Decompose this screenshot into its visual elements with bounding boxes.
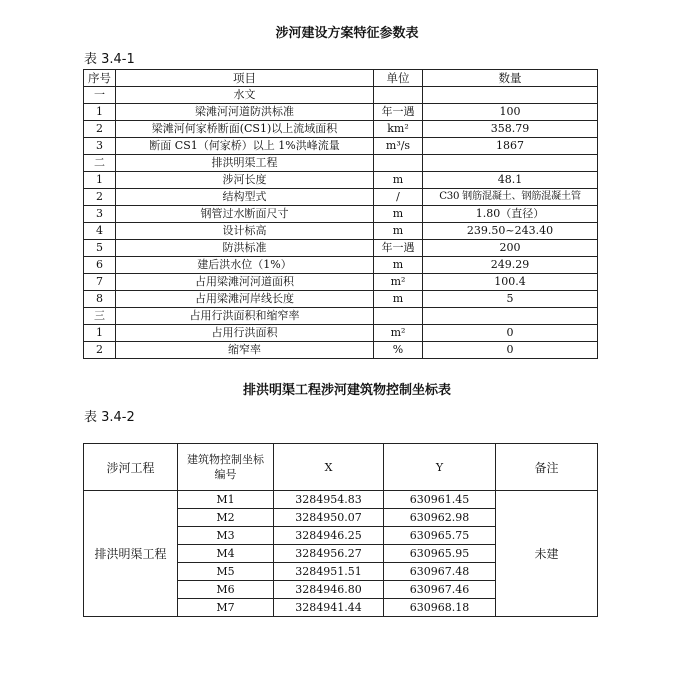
cell-quantity [423, 155, 598, 172]
cell-quantity: 0 [423, 325, 598, 342]
header-index: 序号 [84, 70, 116, 87]
table-row [84, 491, 598, 509]
cell-x: 3284954.83 [274, 491, 384, 509]
table-row [84, 274, 598, 291]
cell-quantity: 0 [423, 342, 598, 359]
cell-unit: m [374, 172, 423, 189]
table-row [84, 104, 598, 121]
cell-item: 涉河长度 [116, 172, 374, 189]
cell-index: 1 [84, 172, 116, 189]
cell-index: 二 [84, 155, 116, 172]
cell-x: 3284956.27 [274, 545, 384, 563]
cell-quantity: 239.50~243.40 [423, 223, 598, 240]
cell-index: 7 [84, 274, 116, 291]
cell-index: 5 [84, 240, 116, 257]
table-row [84, 240, 598, 257]
cell-quantity: 48.1 [423, 172, 598, 189]
table-row [84, 223, 598, 240]
header-unit: 单位 [374, 70, 423, 87]
cell-quantity: 358.79 [423, 121, 598, 138]
cell-point-id: M7 [178, 599, 274, 617]
cell-x: 3284946.80 [274, 581, 384, 599]
cell-x: 3284946.25 [274, 527, 384, 545]
cell-item: 占用行洪面积 [116, 325, 374, 342]
parameter-table [83, 69, 598, 359]
table-row [84, 308, 598, 325]
cell-index: 三 [84, 308, 116, 325]
cell-unit: 年一遇 [374, 104, 423, 121]
cell-item: 梁滩河河道防洪标准 [116, 104, 374, 121]
header-point-id: 建筑物控制坐标编号 [178, 444, 274, 491]
cell-index: 2 [84, 121, 116, 138]
cell-unit: m³/s [374, 138, 423, 155]
header-y: Y [384, 444, 496, 491]
header-project: 涉河工程 [84, 444, 178, 491]
cell-point-id: M5 [178, 563, 274, 581]
coordinate-table [83, 443, 598, 617]
header-remark: 备注 [496, 444, 598, 491]
cell-item: 排洪明渠工程 [116, 155, 374, 172]
cell-unit: m [374, 257, 423, 274]
table1-label: 表 3.4-1 [84, 52, 135, 67]
cell-quantity [423, 308, 598, 325]
table-row [84, 342, 598, 359]
cell-point-id: M3 [178, 527, 274, 545]
cell-index: 2 [84, 342, 116, 359]
cell-unit: / [374, 189, 423, 206]
table2-title: 排洪明渠工程涉河建筑物控制坐标表 [242, 383, 451, 398]
header-x: X [274, 444, 384, 491]
cell-point-id: M1 [178, 491, 274, 509]
cell-x: 3284950.07 [274, 509, 384, 527]
cell-x: 3284941.44 [274, 599, 384, 617]
cell-item: 结构型式 [116, 189, 374, 206]
cell-quantity: 200 [423, 240, 598, 257]
cell-item: 防洪标准 [116, 240, 374, 257]
cell-quantity: 100 [423, 104, 598, 121]
cell-project: 排洪明渠工程 [84, 491, 178, 617]
cell-unit [374, 155, 423, 172]
cell-unit: m [374, 206, 423, 223]
cell-index: 1 [84, 104, 116, 121]
cell-quantity: 5 [423, 291, 598, 308]
table-row [84, 121, 598, 138]
cell-quantity: C30 钢筋混凝土、钢筋混凝土管 [423, 189, 598, 206]
table-header-row [84, 70, 598, 87]
header-quantity: 数量 [423, 70, 598, 87]
table-row [84, 87, 598, 104]
cell-index: 1 [84, 325, 116, 342]
table-row [84, 291, 598, 308]
cell-point-id: M2 [178, 509, 274, 527]
cell-unit: m [374, 291, 423, 308]
cell-quantity: 1.80（直径） [423, 206, 598, 223]
cell-index: 8 [84, 291, 116, 308]
cell-quantity [423, 87, 598, 104]
table-row [84, 189, 598, 206]
table2-label: 表 3.4-2 [84, 410, 135, 425]
cell-unit: % [374, 342, 423, 359]
cell-item: 缩窄率 [116, 342, 374, 359]
cell-unit: m² [374, 325, 423, 342]
cell-y: 630965.95 [384, 545, 496, 563]
coordinate-table-body [84, 444, 598, 617]
cell-unit: 年一遇 [374, 240, 423, 257]
table-row [84, 138, 598, 155]
cell-quantity: 100.4 [423, 274, 598, 291]
cell-y: 630967.46 [384, 581, 496, 599]
cell-unit [374, 87, 423, 104]
cell-item: 断面 CS1（何家桥）以上 1%洪峰流量 [116, 138, 374, 155]
cell-unit: m² [374, 274, 423, 291]
table-row [84, 155, 598, 172]
cell-unit [374, 308, 423, 325]
table-row [84, 325, 598, 342]
cell-item: 钢管过水断面尺寸 [116, 206, 374, 223]
cell-unit: m [374, 223, 423, 240]
cell-index: 3 [84, 206, 116, 223]
cell-unit: km² [374, 121, 423, 138]
cell-y: 630965.75 [384, 527, 496, 545]
cell-item: 占用行洪面积和缩窄率 [116, 308, 374, 325]
table-header-row [84, 444, 598, 491]
table-row [84, 172, 598, 189]
cell-index: 2 [84, 189, 116, 206]
cell-quantity: 1867 [423, 138, 598, 155]
cell-item: 占用梁滩河岸线长度 [116, 291, 374, 308]
cell-y: 630968.18 [384, 599, 496, 617]
cell-y: 630967.48 [384, 563, 496, 581]
cell-x: 3284951.51 [274, 563, 384, 581]
cell-point-id: M6 [178, 581, 274, 599]
cell-y: 630962.98 [384, 509, 496, 527]
table-row [84, 206, 598, 223]
cell-index: 一 [84, 87, 116, 104]
cell-y: 630961.45 [384, 491, 496, 509]
cell-item: 建后洪水位（1%） [116, 257, 374, 274]
cell-index: 6 [84, 257, 116, 274]
cell-index: 3 [84, 138, 116, 155]
cell-remark: 未建 [496, 491, 598, 617]
cell-point-id: M4 [178, 545, 274, 563]
cell-item: 占用梁滩河河道面积 [116, 274, 374, 291]
cell-quantity: 249.29 [423, 257, 598, 274]
cell-item: 设计标高 [116, 223, 374, 240]
table-row [84, 257, 598, 274]
cell-item: 水文 [116, 87, 374, 104]
parameter-table-body [84, 70, 598, 359]
table1-title: 涉河建设方案特征参数表 [275, 26, 419, 41]
header-item: 项目 [116, 70, 374, 87]
cell-index: 4 [84, 223, 116, 240]
cell-item: 梁滩河何家桥断面(CS1)以上流域面积 [116, 121, 374, 138]
